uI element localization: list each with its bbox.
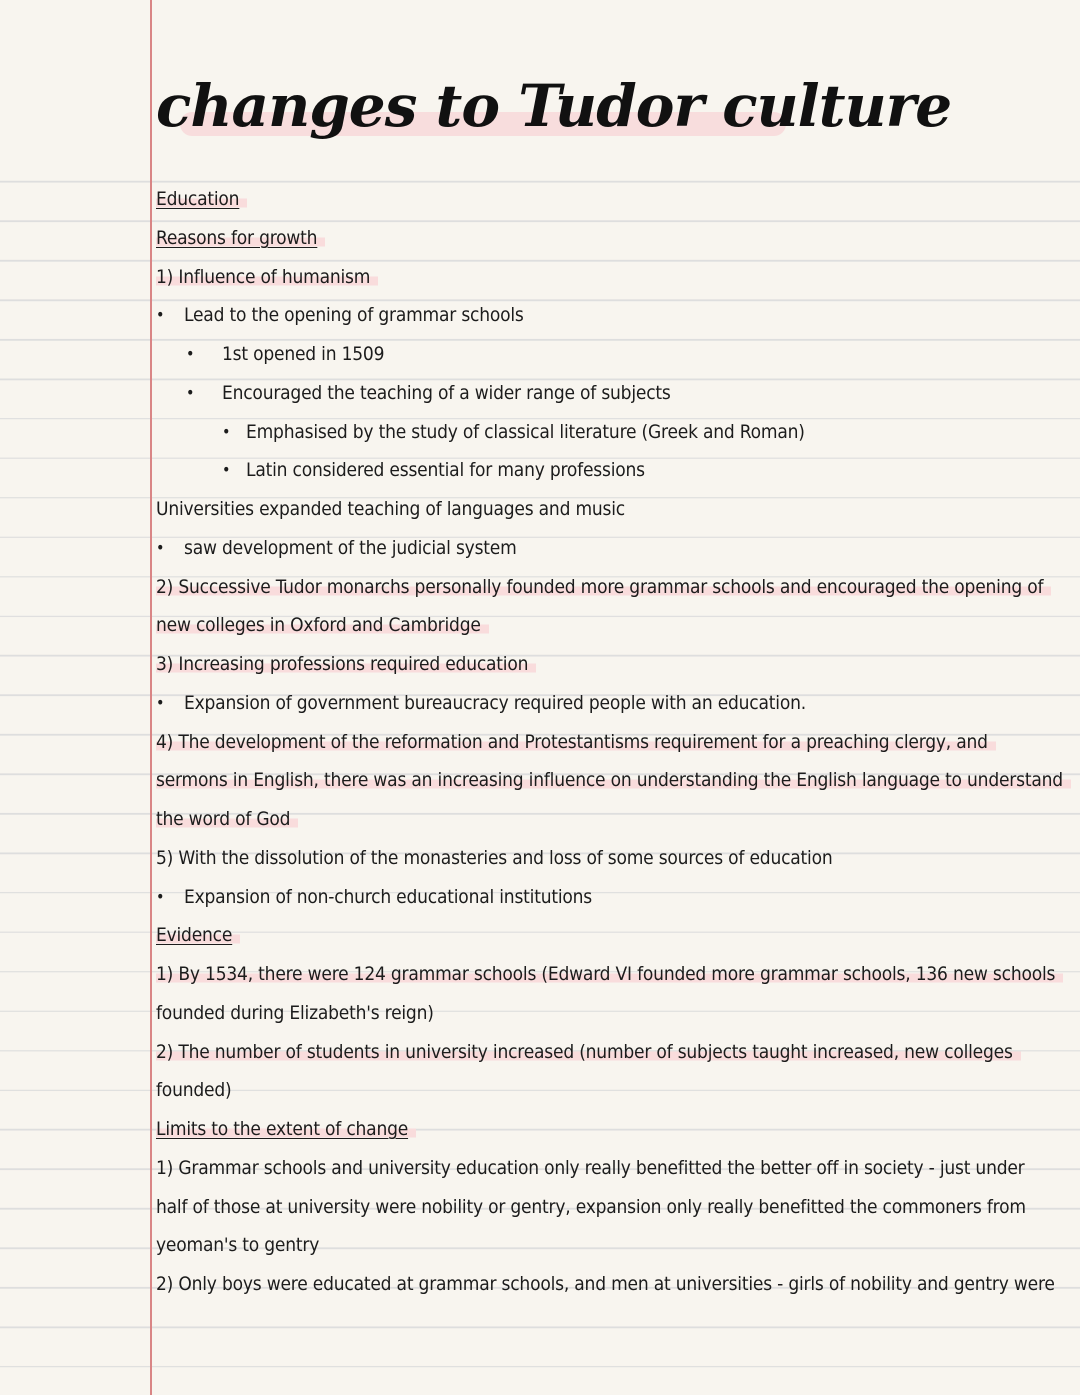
note-line: [156, 219, 1066, 258]
note-text: 5) With the dissolution of the monasteries and loss of some sources of education: [156, 846, 833, 869]
note-text: Expansion of non-church educational institutions: [184, 885, 592, 908]
bullet-point: •: [156, 692, 165, 712]
note-text: Expansion of government bureaucracy required people with an education.: [184, 691, 806, 714]
note-text: 1) Influence of humanism: [156, 266, 378, 288]
notes-body: [156, 180, 1066, 1304]
section-heading: Evidence: [156, 924, 240, 946]
bullet-point: •: [222, 421, 231, 441]
note-line: [156, 451, 1066, 490]
note-line: [156, 800, 1066, 839]
note-text: 4) The development of the reformation and Protestantisms requirement for a preaching clergy, and: [156, 731, 996, 753]
bullet-point: •: [186, 344, 195, 363]
note-text: founded during Elizabeth's reign): [156, 1001, 434, 1024]
page-title: changes to Tudor culture: [156, 72, 952, 140]
note-line: [156, 335, 1066, 374]
note-text: the word of God: [156, 808, 298, 830]
note-line: [156, 1265, 1066, 1304]
note-line: [156, 878, 1066, 917]
note-line: [156, 1188, 1066, 1227]
note-text: yeoman's to gentry: [156, 1234, 320, 1257]
note-line: [156, 1033, 1066, 1072]
section-heading: Education: [156, 188, 247, 210]
note-text: 2) Only boys were educated at grammar schools, and men at universities - girls of nobility and gentry were: [156, 1273, 1055, 1295]
note-line: [156, 568, 1066, 607]
note-line: [156, 413, 1066, 452]
note-text: 1) Grammar schools and university education only really benefitted the better off in society - just under: [156, 1156, 1025, 1179]
note-line: [156, 1226, 1066, 1265]
margin-line: [150, 0, 152, 1395]
note-line: [156, 994, 1066, 1033]
note-line: [156, 180, 1066, 219]
note-text: 3) Increasing professions required education: [156, 653, 536, 675]
note-text: Latin considered essential for many professions: [246, 459, 645, 482]
section-heading: Reasons for growth: [156, 227, 325, 249]
note-line: [156, 374, 1066, 413]
note-text: sermons in English, there was an increasing influence on understanding the English language to understand: [156, 769, 1071, 791]
note-line: [156, 723, 1066, 762]
note-line: [156, 490, 1066, 529]
note-line: [156, 1110, 1066, 1149]
note-line: [156, 955, 1066, 994]
note-line: [156, 258, 1066, 297]
note-line: [156, 296, 1066, 335]
note-text: saw development of the judicial system: [184, 536, 517, 559]
note-text: 2) The number of students in university increased (number of subjects taught increased, new colleges: [156, 1041, 1021, 1063]
note-text: Encouraged the teaching of a wider range of subjects: [222, 381, 671, 404]
note-text: 2) Successive Tudor monarchs personally founded more grammar schools and encouraged the opening of: [156, 576, 1051, 598]
note-line: [156, 606, 1066, 645]
note-line: [156, 839, 1066, 878]
bullet-point: •: [156, 537, 165, 557]
note-line: [156, 916, 1066, 955]
note-text: half of those at university were nobility or gentry, expansion only really benefitted the commoners from: [156, 1195, 1026, 1218]
section-heading: Limits to the extent of change: [156, 1118, 416, 1140]
note-line: [156, 645, 1066, 684]
note-line: [156, 529, 1066, 568]
note-line: [156, 761, 1066, 800]
note-text: founded): [156, 1079, 232, 1102]
note-line: [156, 1071, 1066, 1110]
bullet-point: •: [156, 305, 165, 325]
note-text: new colleges in Oxford and Cambridge: [156, 614, 489, 636]
note-line: [156, 1149, 1066, 1188]
note-line: [156, 684, 1066, 723]
note-text: Lead to the opening of grammar schools: [184, 304, 524, 327]
note-text: 1st opened in 1509: [222, 343, 385, 365]
bullet-point: •: [186, 382, 195, 402]
note-text: Emphasised by the study of classical literature (Greek and Roman): [246, 420, 805, 443]
note-text: Universities expanded teaching of languages and music: [156, 498, 625, 520]
bullet-point: •: [222, 460, 231, 480]
bullet-point: •: [156, 886, 165, 906]
note-text: 1) By 1534, there were 124 grammar schools (Edward VI founded more grammar schools, 136 new schools: [156, 963, 1063, 985]
